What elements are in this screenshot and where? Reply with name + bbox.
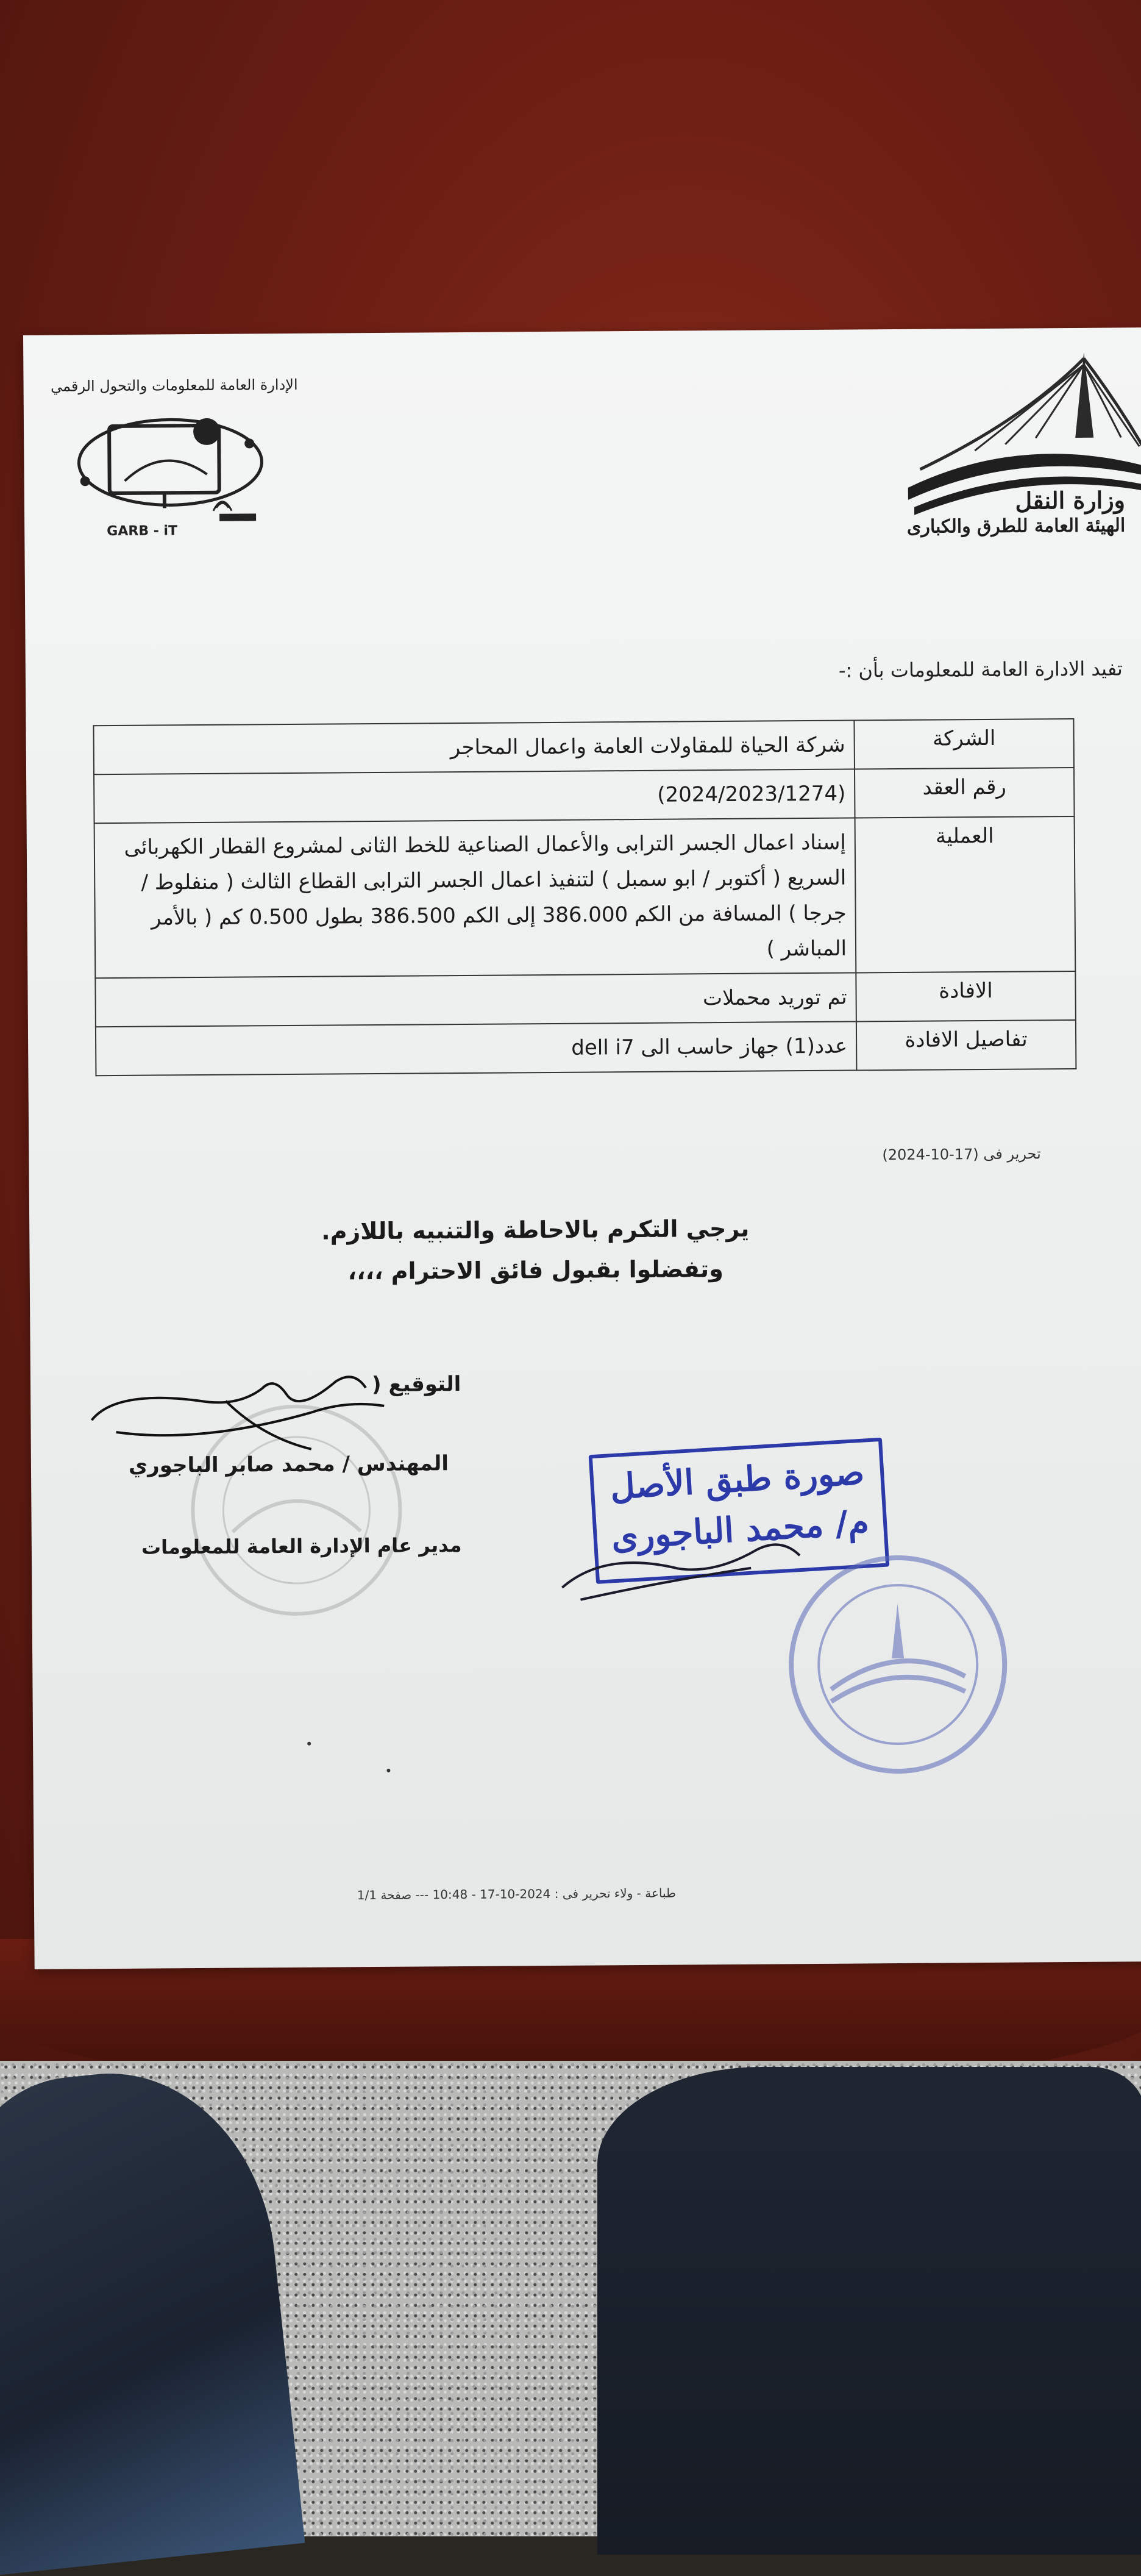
issue-date: تحرير فى (17-10-2024) [882, 1145, 1041, 1163]
engineer-title: مدير عام الإدارة العامة للمعلومات [141, 1533, 462, 1559]
table-row [94, 768, 1075, 823]
row-value: شركة الحياة للمقاولات العامة واعمال المحاجر [93, 720, 855, 774]
table-row [96, 1020, 1076, 1076]
right-leg [597, 2067, 1141, 2555]
row-value: (2024/2023/1274) [94, 769, 855, 823]
round-seal-icon [781, 1548, 1015, 1782]
stamp-line-2: م/ محمد الباجورى [595, 1496, 884, 1563]
row-value: تم توريد محملات [95, 972, 856, 1027]
ministry-name [869, 486, 1126, 539]
stamp-line-1: صورة طبق الأصل [592, 1446, 881, 1513]
document-page [23, 327, 1141, 1969]
row-label: الافادة [856, 971, 1076, 1022]
signature-label: التوقيع ( [372, 1372, 461, 1397]
row-label: العملية [855, 816, 1076, 973]
signature-scribble [79, 1363, 397, 1463]
closing-text [261, 1208, 810, 1292]
garb-it-label: GARB - iT [107, 523, 177, 539]
row-value: عدد(1) جهاز حاسب الى dell i7 [96, 1021, 857, 1076]
authority-title: الهيئة العامة للطرق والكبارى [869, 514, 1125, 539]
ministry-title: وزارة النقل [869, 486, 1125, 516]
table-row [95, 971, 1076, 1027]
engineer-name: المهندس / محمد صابر الباجوري [129, 1451, 449, 1478]
department-title: الإدارة العامة للمعلومات والتحول الرقمي [41, 376, 297, 395]
ink-dot [386, 1769, 390, 1772]
row-label: تفاصيل الافادة [856, 1020, 1076, 1071]
row-value: إسناد اعمال الجسر الترابى والأعمال الصناعية للخط الثانى لمشروع القطار الكهربائى السريع ( أكتوبر / ابو سمبل ) لتنفيذ اعمال الجسر الترابى القطاع الثالث ( منفلوط / جرجا ) المسافة من الكم 386.000 إلى الكم 386.500 بطول 0.500 كم ( بالأمر المباشر ) [94, 818, 856, 978]
print-footer: طباعة - ولاء تحرير فى : 2024-10-17 - 10:48 --- صفحة 1/1 [357, 1886, 676, 1903]
ink-dot [307, 1742, 311, 1746]
intro-text: تفيد الادارة العامة للمعلومات بأن :- [839, 657, 1123, 682]
table-row [93, 719, 1074, 774]
stamp-signature-scribble [556, 1525, 812, 1612]
closing-line-2: وتفضلوا بقبول فائق الاحترام ،،،، [261, 1248, 810, 1292]
table-row [94, 816, 1076, 978]
info-table [93, 718, 1076, 1076]
garb-it-logo-icon [66, 401, 274, 524]
row-label: الشركة [854, 719, 1074, 769]
row-label: رقم العقد [855, 768, 1075, 818]
closing-line-1: يرجي التكرم بالاحاطة والتنبيه باللازم. [261, 1208, 809, 1252]
